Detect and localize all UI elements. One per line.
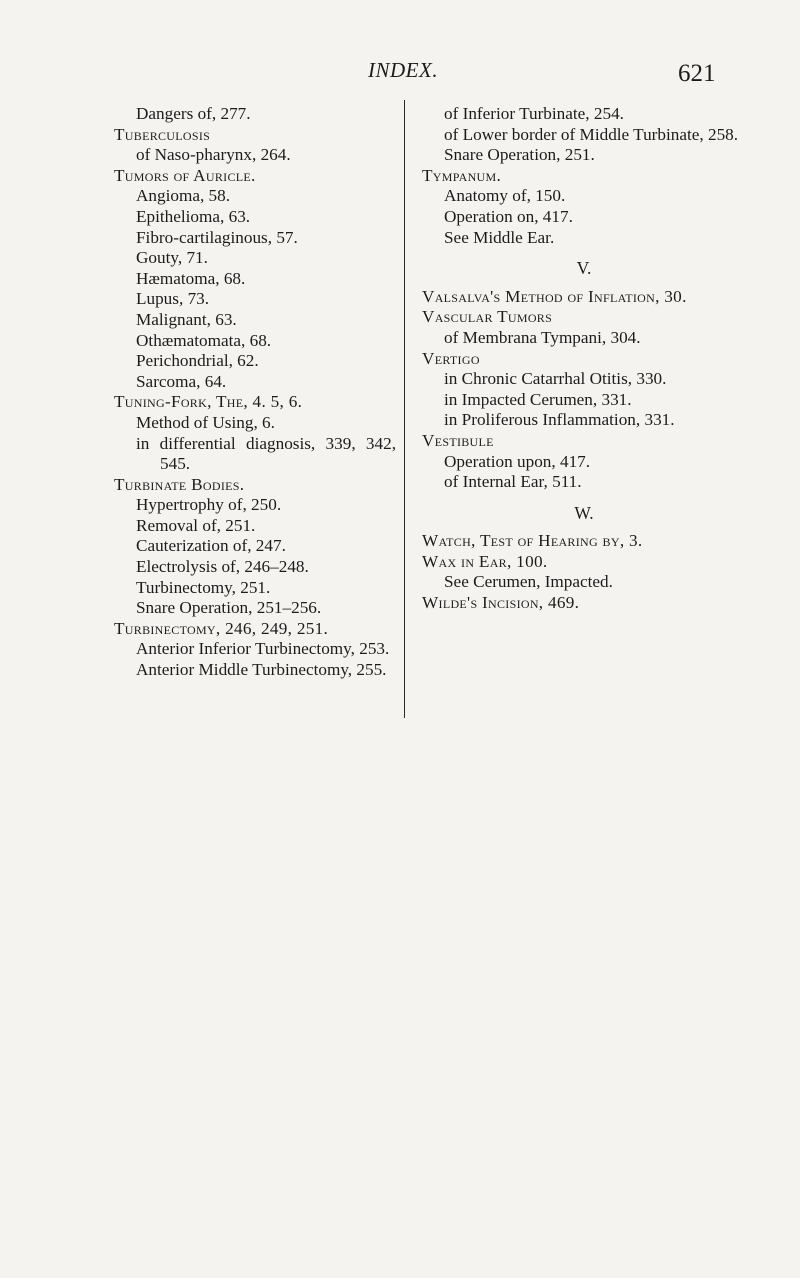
index-heading-entry: Vestibule	[422, 430, 494, 450]
index-heading-entry: Tuning-Fork, The, 4. 5, 6.	[114, 392, 303, 412]
index-heading-entry: Valsalva's Method of Inflation, 30.	[422, 286, 687, 306]
index-subentry: Hæmatoma, 68.	[136, 268, 246, 288]
index-subentry: of Membrana Tympani, 304.	[444, 327, 641, 347]
index-subentry: Snare Operation, 251–256.	[136, 598, 322, 618]
index-subentry: Lupus, 73.	[136, 289, 210, 309]
index-column-left	[114, 104, 396, 681]
index-letter-heading: W.	[574, 502, 594, 523]
index-subentry: See Cerumen, Impacted.	[444, 572, 613, 592]
index-heading-entry: Watch, Test of Hearing by, 3.	[422, 531, 643, 551]
index-heading-entry: Tuberculosis	[114, 124, 211, 144]
index-subentry: Malignant, 63.	[136, 309, 237, 329]
index-subentry: Gouty, 71.	[136, 248, 208, 268]
index-heading-entry: Turbinate Bodies.	[114, 474, 245, 494]
index-heading-entry: Tumors of Auricle.	[114, 165, 256, 185]
index-subentry: Anterior Inferior Turbinectomy, 253.	[136, 639, 390, 659]
index-subentry: Removal of, 251.	[136, 515, 256, 535]
index-subentry: in Chronic Catarrhal Otitis, 330.	[444, 369, 667, 389]
index-subentry: in differential diagnosis, 339, 342, 545.	[136, 433, 396, 474]
index-heading-entry: Vertigo	[422, 348, 480, 368]
index-subentry: Othæmatomata, 68.	[136, 330, 272, 350]
index-subentry: See Middle Ear.	[444, 227, 555, 247]
index-subentry: Snare Operation, 251.	[444, 145, 595, 165]
index-subentry: Angioma, 58.	[136, 186, 231, 206]
index-heading-entry: Tympanum.	[422, 165, 502, 185]
index-subentry: Turbinectomy, 251.	[136, 577, 271, 597]
index-letter-heading: V.	[576, 258, 592, 279]
index-heading-entry: Vascular Tumors	[422, 307, 553, 327]
index-subentry: Sarcoma, 64.	[136, 371, 227, 391]
index-subentry: Electrolysis of, 246–248.	[136, 557, 309, 577]
index-heading-entry: Wax in Ear, 100.	[422, 551, 548, 571]
index-column-right	[422, 104, 746, 614]
running-head: INDEX.	[368, 58, 439, 82]
index-subentry: of Lower border of Middle Turbinate, 258.	[444, 124, 739, 144]
index-subentry: Anterior Middle Turbinectomy, 255.	[136, 660, 387, 680]
index-subentry: of Internal Ear, 511.	[444, 472, 582, 492]
index-subentry: Dangers of, 277.	[136, 104, 251, 123]
index-subentry: in Proliferous Inflammation, 331.	[444, 410, 675, 430]
index-subentry: Perichondrial, 62.	[136, 351, 259, 371]
index-subentry: Operation on, 417.	[444, 206, 573, 226]
index-subentry: in Impacted Cerumen, 331.	[444, 389, 632, 409]
page-header	[0, 52, 800, 92]
index-subentry: Epithelioma, 63.	[136, 206, 251, 226]
index-subentry: Method of Using, 6.	[136, 412, 275, 432]
index-heading-entry: Wilde's Incision, 469.	[422, 593, 580, 613]
index-heading-entry: Turbinectomy, 246, 249, 251.	[114, 618, 329, 638]
index-subentry: Hypertrophy of, 250.	[136, 495, 282, 515]
index-subentry: Fibro-cartilaginous, 57.	[136, 227, 298, 247]
column-divider	[404, 100, 405, 718]
index-subentry: of Inferior Turbinate, 254.	[444, 104, 624, 123]
index-subentry: Cauterization of, 247.	[136, 536, 286, 556]
index-subentry: Anatomy of, 150.	[444, 186, 566, 206]
page-number: 621	[678, 60, 716, 87]
index-subentry: of Naso-pharynx, 264.	[136, 145, 291, 165]
index-subentry: Operation upon, 417.	[444, 451, 591, 471]
